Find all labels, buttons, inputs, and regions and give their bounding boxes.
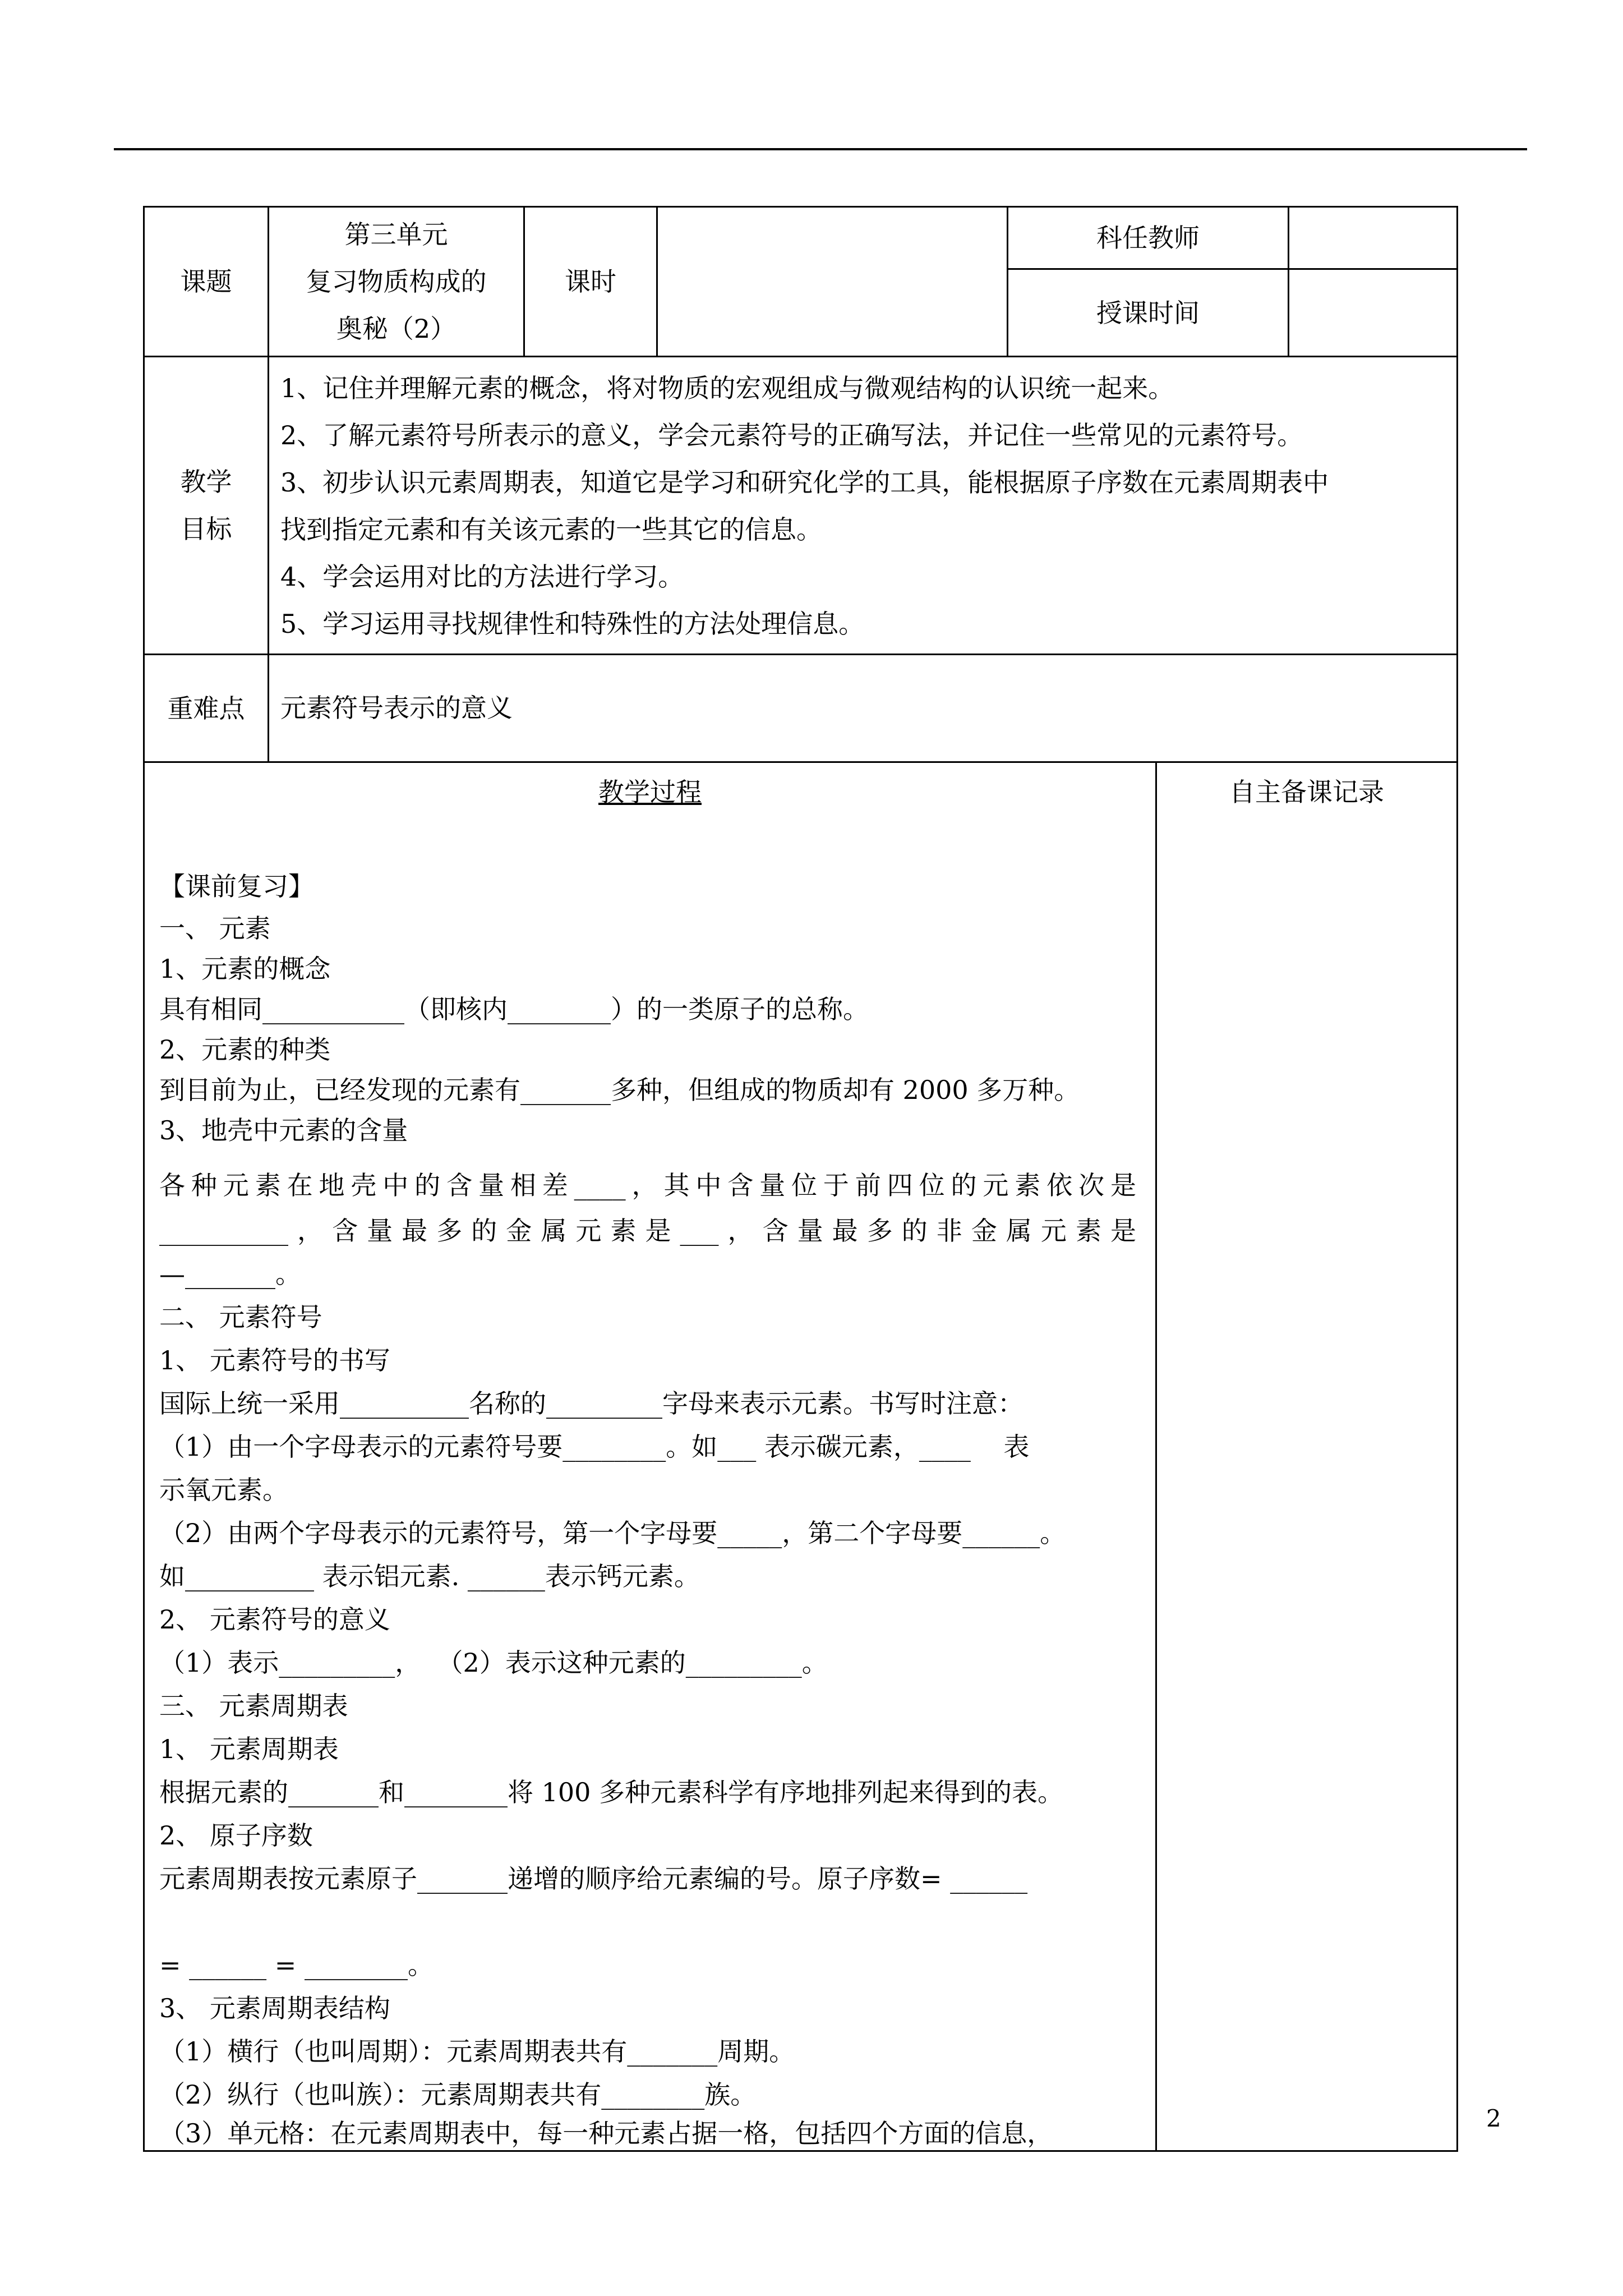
key-points-label: 重难点 [167,693,245,724]
process-line: 二、 元素符号 [159,1302,322,1332]
process-line: 2、 元素符号的意义 [159,1604,390,1635]
period-value [658,208,1007,356]
topic-line: 复习物质构成的 [306,266,487,297]
process-line: （2）纵行（也叫族）：元素周期表共有________族。 [159,2079,757,2110]
teacher-label: 科任教师 [1096,223,1200,253]
process-line: 3、 元素周期表结构 [159,1993,390,2023]
process-heading: 教学过程 [598,777,702,807]
teacher-value [1289,208,1456,268]
process-line: 具有相同___________（即核内________）的一类原子的总称。 [159,994,869,1024]
process-line: 示氧元素。 [159,1475,288,1505]
process-line: 2、 原子序数 [159,1820,313,1851]
process-line: = ______ = ________。 [159,1950,434,1980]
goals-label-line: 教学 [180,467,232,497]
process-line: （1）横行（也叫周期）：元素周期表共有_______周期。 [159,2036,795,2067]
goal-line: 4、学会运用对比的方法进行学习。 [280,562,684,592]
process-line: （3）单元格：在元素周期表中，每一种元素占据一格，包括四个方面的信息， [159,2118,1053,2148]
period-label: 课时 [565,266,616,297]
process-line: 1、元素的概念 [159,954,331,984]
goal-line: 找到指定元素和有关该元素的一些其它的信息。 [280,514,822,545]
topic-label: 课题 [180,266,232,297]
goal-line: 1、记住并理解元素的概念，将对物质的宏观组成与微观结构的认识统一起来。 [280,373,1174,403]
goals-label-line: 目标 [180,514,232,544]
process-line: 元素周期表按元素原子_______递增的顺序给元素编的号。原子序数= ______ [159,1864,1028,1894]
goal-line: 5、学习运用寻找规律性和特殊性的方法处理信息。 [280,609,865,639]
header-rule [114,148,1527,150]
process-line: 根据元素的_______和________将 100 多种元素科学有序地排列起来得到的表。 [159,1777,1064,1807]
topic-value [269,208,523,356]
goals-label [145,357,268,654]
goal-line: 3、初步认识元素周期表，知道它是学习和研究化学的工具，能根据原子序数在元素周期表中 [280,467,1329,498]
time-value [1289,270,1456,356]
process-line: 到目前为止，已经发现的元素有_______多种，但组成的物质却有 2000 多万种。 [159,1075,1080,1105]
process-line: 1、 元素符号的书写 [159,1345,390,1375]
notes-area[interactable] [1157,819,1456,2148]
process-line: 一、 元素 [159,913,271,944]
process-line: 2、元素的种类 [159,1034,331,1065]
process-line: 1、 元素周期表 [159,1734,339,1764]
process-line: —_______。 [159,1259,301,1289]
topic-line: 第三单元 [344,219,448,250]
process-line: （1）表示_________， （2）表示这种元素的_________。 [159,1648,828,1678]
topic-line: 奥秘（2） [336,314,457,344]
process-line: 各种元素在地壳中的含量相差____，其中含量位于前四位的元素依次是 [159,1170,1136,1200]
process-line: 国际上统一采用__________名称的_________字母来表示元素。书写时注意： [159,1388,1023,1419]
process-line: 【课前复习】 [159,871,314,901]
key-points-text: 元素符号表示的意义 [280,693,513,723]
notes-heading: 自主备课记录 [1229,777,1384,807]
page-number: 2 [1486,2105,1501,2132]
process-line: 如__________ 表示铝元素. ______表示钙元素。 [159,1561,700,1591]
process-line: 三、 元素周期表 [159,1691,348,1721]
process-line: 3、地壳中元素的含量 [159,1115,408,1145]
process-line: （1）由一个字母表示的元素符号要________。如___ 表示碳元素，____ 表 [159,1432,1030,1462]
process-line: （2）由两个字母表示的元素符号，第一个字母要_____，第二个字母要______。 [159,1518,1066,1548]
time-label: 授课时间 [1096,297,1200,328]
process-line: __________，含量最多的金属元素是___，含量最多的非金属元素是 [159,1216,1136,1246]
goal-line: 2、了解元素符号所表示的意义，学会元素符号的正确写法，并记住一些常见的元素符号。 [280,420,1303,450]
